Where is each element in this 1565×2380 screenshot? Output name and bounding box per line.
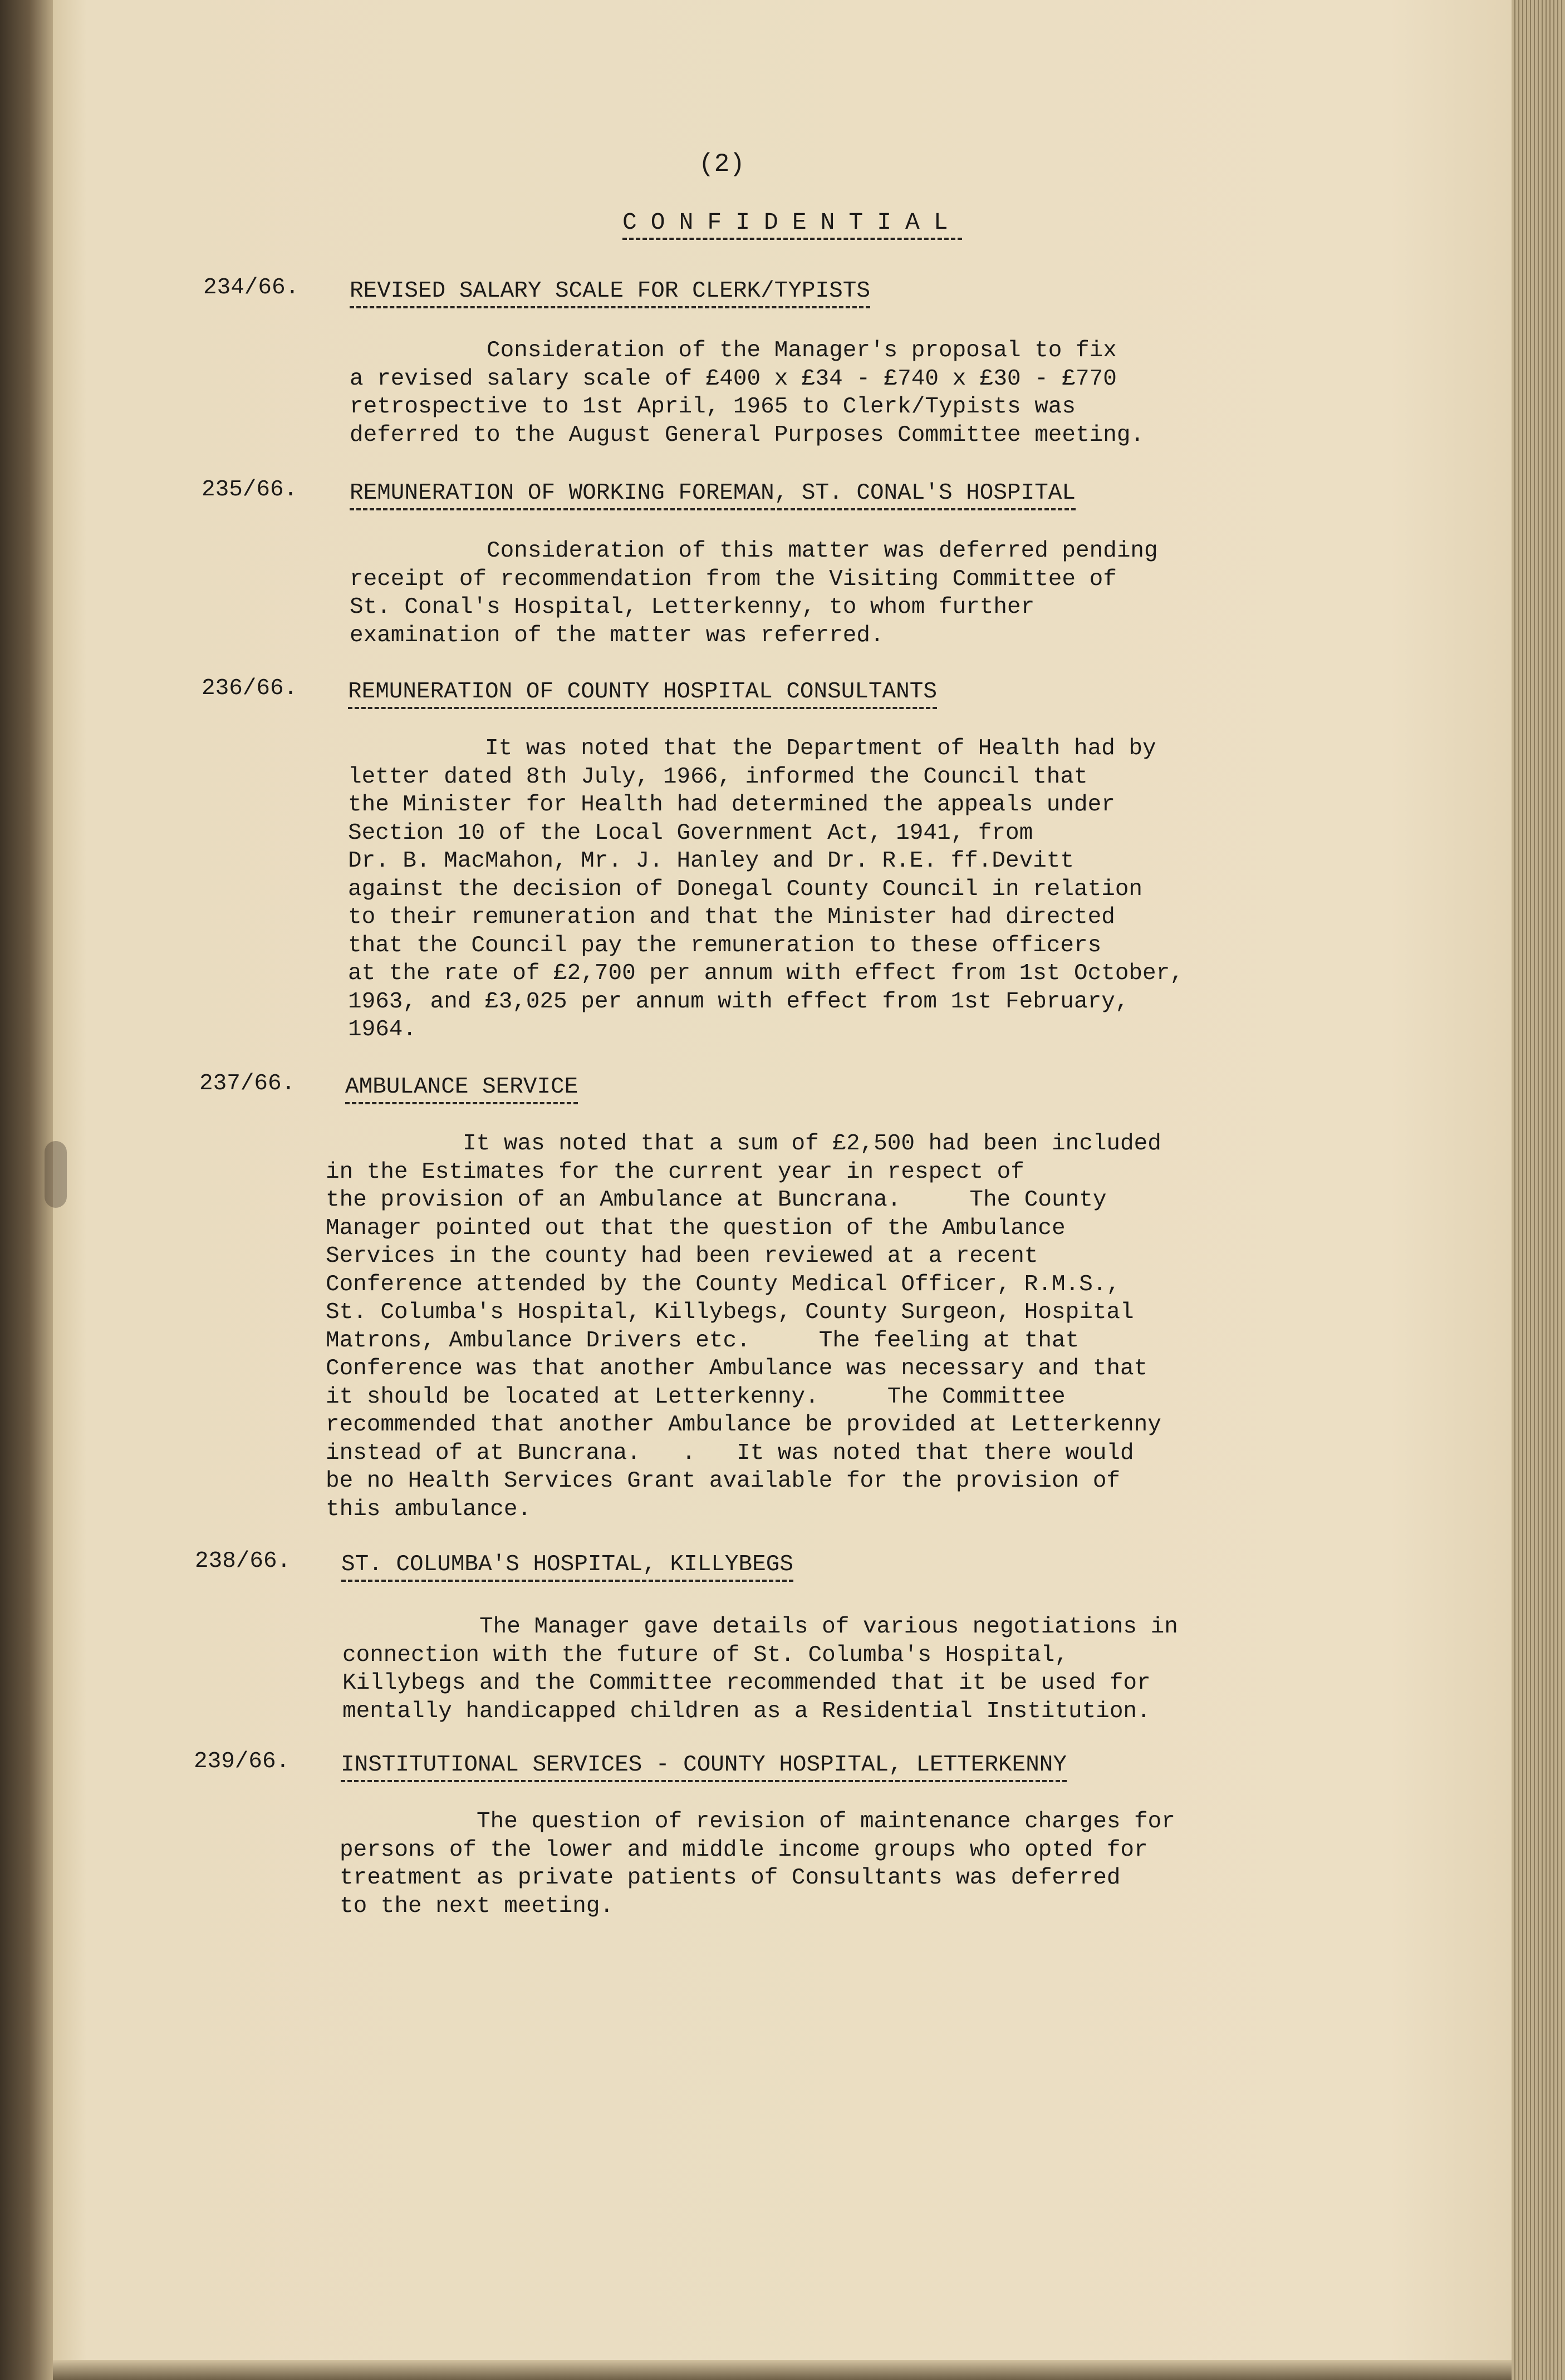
paragraph-line: It was noted that a sum of £2,500 had been included bbox=[326, 1131, 1161, 1157]
paragraph-line: 1963, and £3,025 per annum with effect from 1st February, bbox=[348, 989, 1129, 1015]
page-stain bbox=[45, 1141, 67, 1208]
paragraph-line: recommended that another Ambulance be provided at Letterkenny bbox=[326, 1412, 1161, 1438]
paragraph-line: letter dated 8th July, 1966, informed the Council that bbox=[348, 764, 1088, 790]
item-number: 236/66. bbox=[202, 676, 298, 701]
item-title: AMBULANCE SERVICE bbox=[345, 1073, 578, 1104]
item-paragraph bbox=[350, 537, 1158, 650]
item-title: REMUNERATION OF WORKING FOREMAN, ST. CONAL'S HOSPITAL bbox=[350, 479, 1076, 510]
paragraph-line: Conference attended by the County Medical Officer, R.M.S., bbox=[326, 1271, 1121, 1297]
paragraph-line: Conference was that another Ambulance was necessary and that bbox=[326, 1356, 1148, 1381]
paragraph-line: Matrons, Ambulance Drivers etc. The feeling at that bbox=[326, 1327, 1080, 1354]
paragraph-line: it should be located at Letterkenny. The Committee bbox=[326, 1384, 1066, 1410]
item-number: 234/66. bbox=[203, 275, 300, 301]
paragraph-line: Killybegs and the Committee recommended that it be used for bbox=[342, 1670, 1151, 1696]
item-title: ST. COLUMBA'S HOSPITAL, KILLYBEGS bbox=[341, 1551, 793, 1582]
confidential-heading: CONFIDENTIAL bbox=[622, 209, 962, 240]
item-paragraph bbox=[342, 1613, 1178, 1725]
item-title: INSTITUTIONAL SERVICES - COUNTY HOSPITAL, LETTERKENNY bbox=[341, 1751, 1067, 1782]
paragraph-line: be no Health Services Grant available for the provision of bbox=[326, 1468, 1121, 1494]
paragraph-line: instead of at Buncrana. . It was noted that there would bbox=[326, 1440, 1134, 1466]
paragraph-line: this ambulance. bbox=[326, 1496, 532, 1522]
paragraph-line: Manager pointed out that the question of the Ambulance bbox=[326, 1215, 1066, 1241]
item-number: 239/66. bbox=[194, 1749, 290, 1774]
paragraph-line: treatment as private patients of Consultants was deferred bbox=[340, 1865, 1121, 1891]
item-title: REVISED SALARY SCALE FOR CLERK/TYPISTS bbox=[350, 277, 870, 308]
paragraph-line: Dr. B. MacMahon, Mr. J. Hanley and Dr. R.E. ff.Devitt bbox=[348, 848, 1075, 874]
paragraph-line: Services in the county had been reviewed at a recent bbox=[326, 1243, 1038, 1269]
paragraph-line: the provision of an Ambulance at Buncrana. The County bbox=[326, 1187, 1107, 1213]
paragraph-line: at the rate of £2,700 per annum with effect from 1st October, bbox=[348, 961, 1184, 986]
page-edges bbox=[1512, 0, 1565, 2380]
item-paragraph bbox=[340, 1808, 1175, 1920]
paragraph-line: 1964. bbox=[348, 1017, 417, 1043]
item-number: 237/66. bbox=[199, 1071, 296, 1096]
paragraph-line: examination of the matter was referred. bbox=[350, 622, 884, 648]
paragraph-line: receipt of recommendation from the Visiting Committee of bbox=[350, 566, 1117, 592]
paragraph-line: that the Council pay the remuneration to these officers bbox=[348, 932, 1102, 958]
paragraph-line: Consideration of the Manager's proposal to fix bbox=[350, 338, 1117, 363]
paragraph-line: the Minister for Health had determined the appeals under bbox=[348, 792, 1115, 818]
paragraph-line: The Manager gave details of various negotiations in bbox=[342, 1614, 1178, 1640]
paragraph-line: connection with the future of St. Columba's Hospital, bbox=[342, 1642, 1069, 1668]
paragraph-line: It was noted that the Department of Health had by bbox=[348, 736, 1156, 761]
paragraph-line: deferred to the August General Purposes Committee meeting. bbox=[350, 422, 1145, 448]
paragraph-line: against the decision of Donegal County Council in relation bbox=[348, 876, 1143, 902]
item-paragraph bbox=[348, 735, 1184, 1044]
item-number: 238/66. bbox=[195, 1548, 291, 1574]
paragraph-line: to the next meeting. bbox=[340, 1893, 614, 1919]
item-title: REMUNERATION OF COUNTY HOSPITAL CONSULTANTS bbox=[348, 678, 937, 709]
item-paragraph bbox=[326, 1130, 1161, 1523]
paragraph-line: The question of revision of maintenance charges for bbox=[340, 1809, 1175, 1835]
item-paragraph bbox=[350, 337, 1144, 449]
paragraph-line: retrospective to 1st April, 1965 to Clerk/Typists was bbox=[350, 394, 1076, 420]
paragraph-line: to their remuneration and that the Minister had directed bbox=[348, 904, 1115, 930]
page-bottom-edge bbox=[53, 2360, 1512, 2380]
paragraph-line: St. Columba's Hospital, Killybegs, County Surgeon, Hospital bbox=[326, 1300, 1134, 1325]
page-number: (2) bbox=[699, 150, 745, 179]
paragraph-line: Section 10 of the Local Government Act, 1941, from bbox=[348, 820, 1033, 846]
paragraph-line: persons of the lower and middle income groups who opted for bbox=[340, 1837, 1148, 1863]
paragraph-line: mentally handicapped children as a Residential Institution. bbox=[342, 1698, 1151, 1724]
paragraph-line: Consideration of this matter was deferred pending bbox=[350, 538, 1158, 564]
paragraph-line: in the Estimates for the current year in respect of bbox=[326, 1159, 1024, 1185]
item-number: 235/66. bbox=[202, 477, 298, 503]
paragraph-line: St. Conal's Hospital, Letterkenny, to whom further bbox=[350, 594, 1035, 620]
paragraph-line: a revised salary scale of £400 x £34 - £740 x £30 - £770 bbox=[350, 366, 1117, 392]
